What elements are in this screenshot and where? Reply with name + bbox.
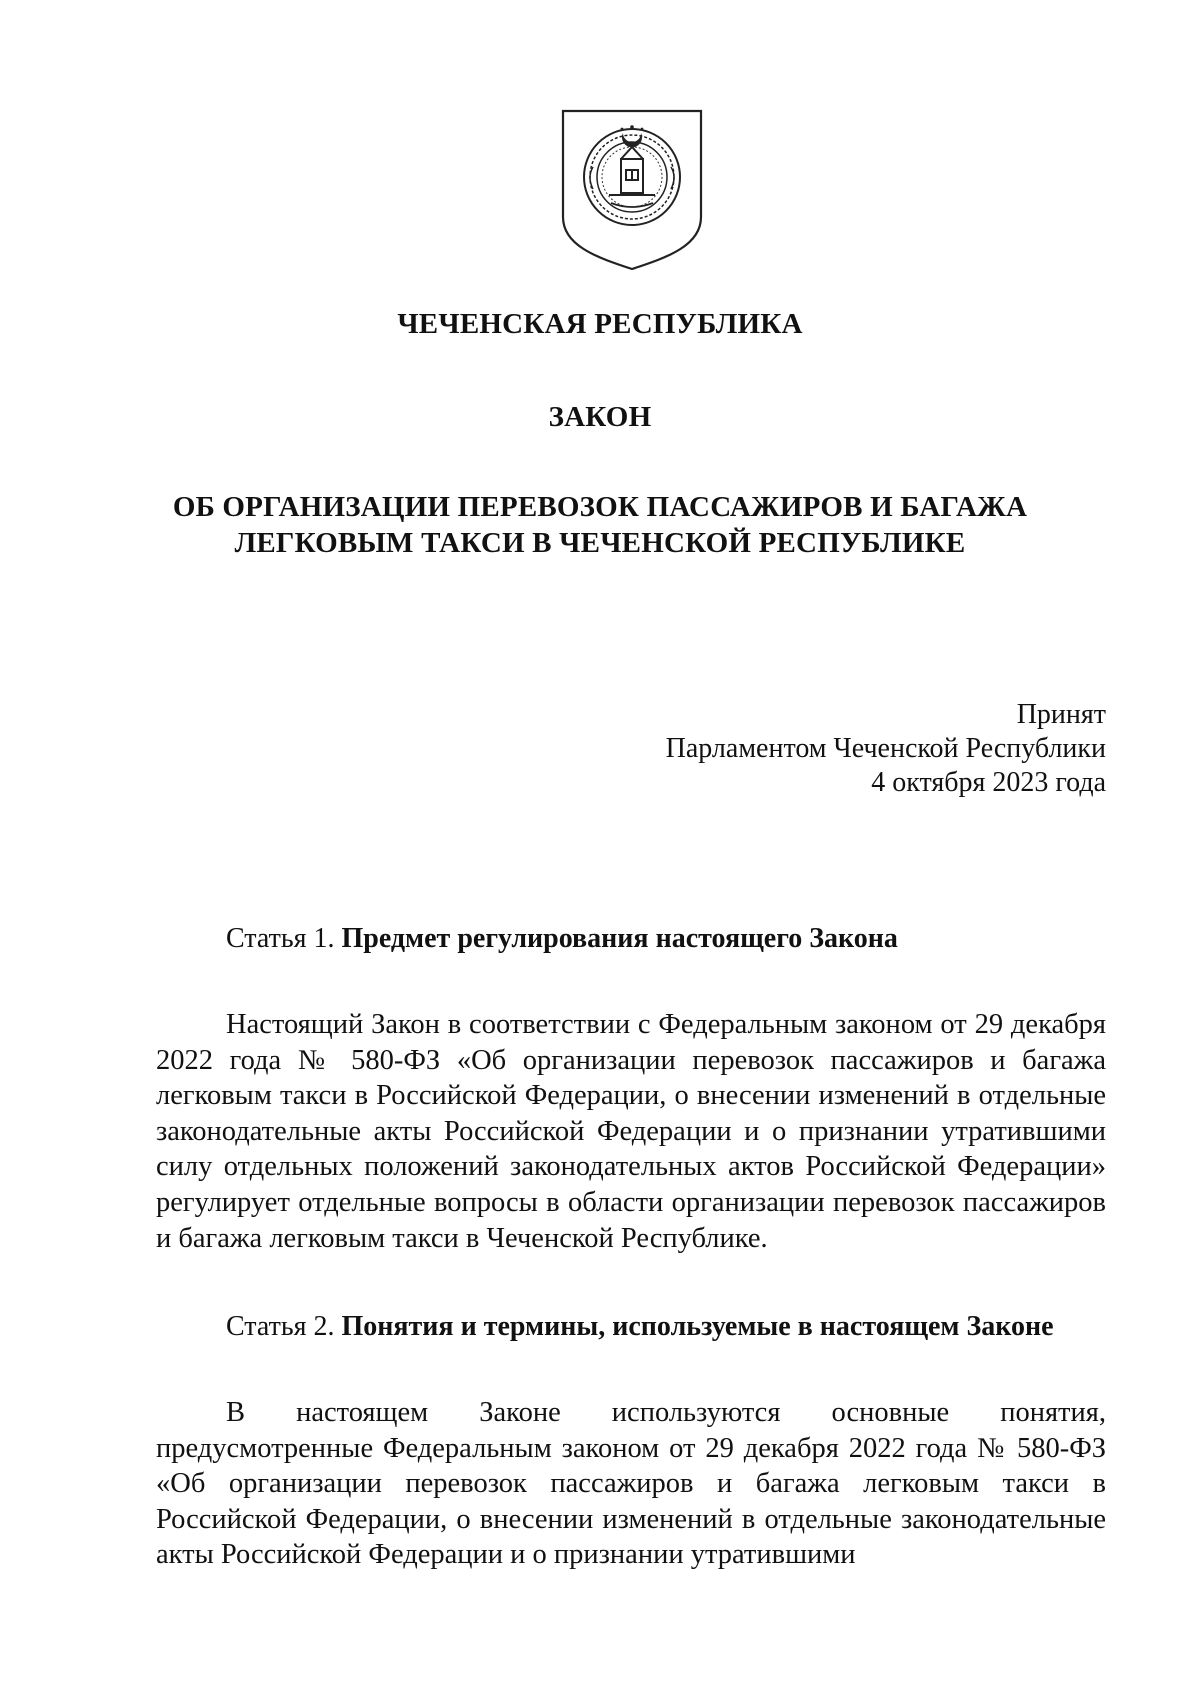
region-heading: ЧЕЧЕНСКАЯ РЕСПУБЛИКА bbox=[397, 308, 803, 340]
adoption-date: 4 октября 2023 года bbox=[871, 767, 1106, 798]
article-label: Статья 1. bbox=[226, 923, 335, 954]
law-title-line: ЛЕГКОВЫМ ТАКСИ В ЧЕЧЕНСКОЙ РЕСПУБЛИКЕ bbox=[234, 527, 966, 559]
adoption-line: Принят bbox=[1016, 699, 1106, 730]
article-1-title bbox=[226, 922, 898, 956]
adoption-line: Парламентом Чеченской Республики bbox=[665, 733, 1106, 764]
article-2-title bbox=[226, 1310, 1054, 1344]
coat-of-arms-emblem bbox=[559, 107, 705, 273]
article-1-text: Настоящий Закон в соответствии с Федеральным законом от 29 декабря 2022 года № 580-ФЗ «Об организации перевозок пассажиров и багажа легковым такси в Российской Федерации, о внесении изменений в отдельные законодательные акты Российской Федерации и о признании утратившими силу отдельных положений законодательных актов Российской Федерации» регулирует отдельные вопросы в области организации перевозок пассажиров и багажа легковым такси в Чеченской Республике. bbox=[156, 1009, 1106, 1254]
law-title bbox=[0, 489, 1200, 561]
article-heading: Предмет регулирования настоящего Закона bbox=[341, 923, 898, 954]
document-type-heading: ЗАКОН bbox=[548, 401, 652, 433]
article-label: Статья 2. bbox=[226, 1311, 335, 1342]
law-title-line: ОБ ОРГАНИЗАЦИИ ПЕРЕВОЗОК ПАССАЖИРОВ И БАГАЖА bbox=[172, 491, 1028, 523]
article-2-text: В настоящем Законе используются основные понятия, предусмотренные Федеральным законом от 29 декабря 2022 года № 580-ФЗ «Об организации перевозок пассажиров и багажа легковым такси в Российской Федерации, о внесении изменений в отдельные законодательные акты Российской Федерации и о признании утратившими bbox=[156, 1397, 1106, 1571]
adoption-block bbox=[666, 698, 1106, 800]
article-heading: Понятия и термины, используемые в настоящем Законе bbox=[341, 1311, 1054, 1342]
